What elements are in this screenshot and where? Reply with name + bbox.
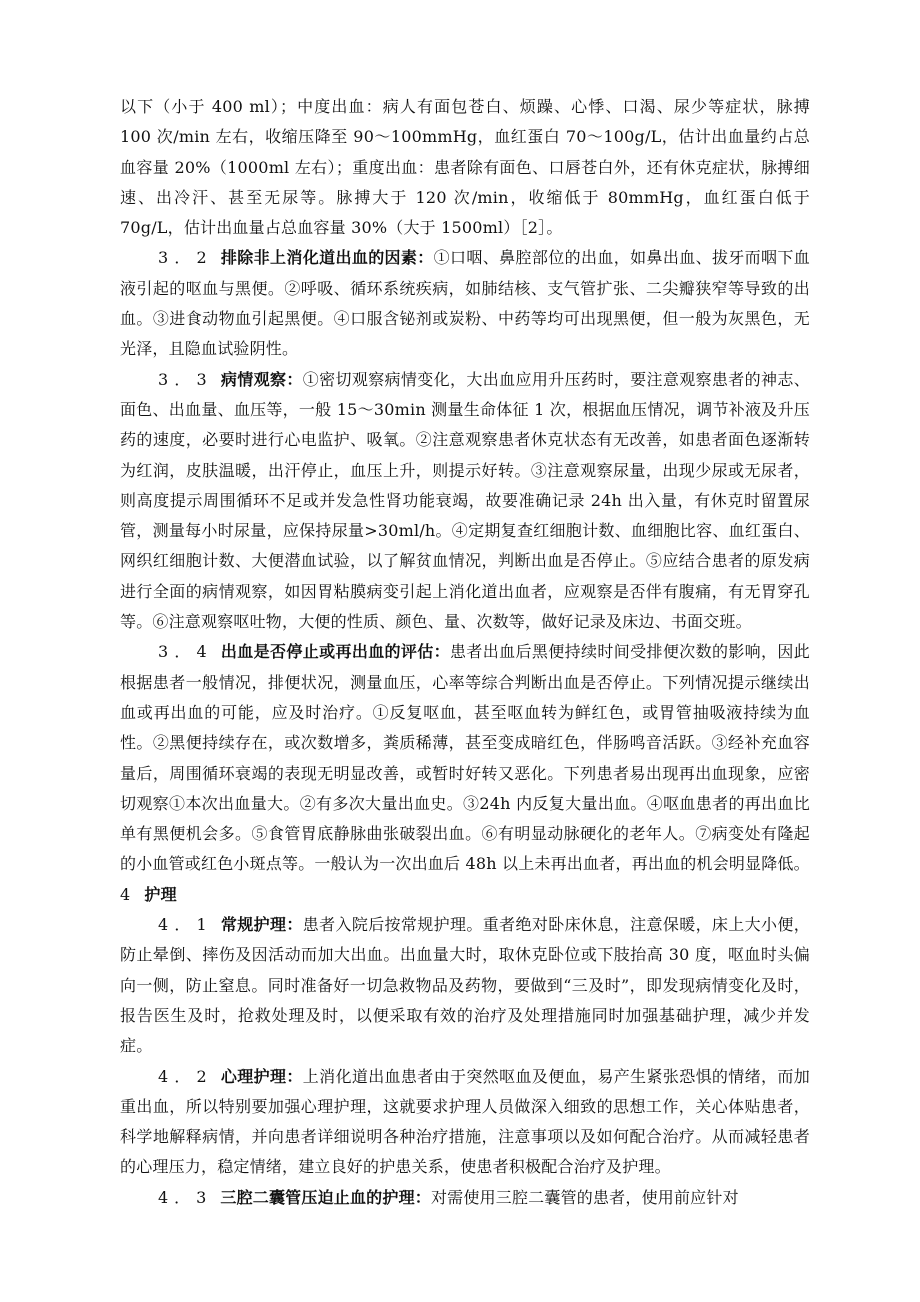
section-title: 三腔二囊管压迫止血的护理： [220,1187,431,1207]
section-number: 3．2 [158,248,213,268]
section-number: 4．2 [158,1066,213,1086]
section-4-2 [120,1062,810,1183]
section-title: 病情观察： [220,369,303,389]
section-body: 患者入院后按常规护理。重者绝对卧床休息，注意保暖，床上大小便，防止晕倒、摔伤及因活动而加大出血。出血量大时，取休克卧位或下肢抬高 30 度，呕血时头偏向一侧，防止窒息。同时准备好一切急救物品及药物，要做到“三及时”，即发现病情变化及时，报告医生及时，抢救处理及时，以便采取有效的治疗及处理措施同时加强基础护理，减少并发症。 [120,915,810,1056]
section-3-2 [120,243,810,364]
section-number: 3．3 [158,369,213,389]
intro-text: 以下（小于 400 ml）；中度出血：病人有面包苍白、烦躁、心悸、口渴、尿少等症状，脉搏 100 次/min 左右，收缩压降至 90～100mmHg，血红蛋白 70～100g/L，估计出血量约占总血容量 20%（1000ml 左右）；重度出血：患者除有面色、口唇苍白外，还有休克症状，脉搏细速、出冷汗、甚至无尿等。脉搏大于 120 次/min，收缩低于 80mmHg，血红蛋白低于 70g/L，估计出血量占总血容量 30%（大于 1500ml）［2］。 [120,97,810,238]
section-title: 排除非上消化道出血的因素： [220,248,434,268]
document-body [120,92,810,1213]
section-4-3 [120,1183,810,1213]
section-4-1 [120,910,810,1061]
section-body: ①口咽、鼻腔部位的出血，如鼻出血、拔牙而咽下血液引起的呕血与黑便。②呼吸、循环系统疾病，如肺结核、支气管扩张、二尖瓣狭窄等导致的出血。③进食动物血引起黑便。④口服含铋剂或炭粉、中药等均可出现黑便，但一般为灰黑色，无光泽，且隐血试验阴性。 [120,248,810,359]
section-body: 上消化道出血患者由于突然呕血及便血，易产生紧张恐惧的情绪，而加重出血，所以特别要加强心理护理，这就要求护理人员做深入细致的思想工作，关心体贴患者，科学地解释病情，并向患者详细说明各种治疗措施，注意事项以及如何配合治疗。从而减轻患者的心理压力，稳定情绪，建立良好的护患关系，使患者积极配合治疗及护理。 [120,1066,810,1177]
section-number: 4．1 [158,915,213,935]
section-title: 心理护理： [220,1066,303,1086]
section-3-4 [120,637,810,879]
section-body: 对需使用三腔二囊管的患者，使用前应针对 [430,1187,739,1207]
section-title: 护理 [144,884,177,904]
section-title: 常规护理： [220,915,303,935]
section-3-3 [120,365,810,638]
section-number: 3．4 [158,642,213,662]
section-body: ①密切观察病情变化，大出血应用升压药时，要注意观察患者的神志、面色、出血量、血压等，一般 15～30min 测量生命体征 1 次，根据血压情况，调节补液及升压药的速度，必要时进行心电监护、吸氧。②注意观察患者休克状态有无改善，如患者面色逐渐转为红润，皮肤温暖，出汗停止，血压上升，则提示好转。③注意观察尿量，出现少尿或无尿者，则高度提示周围循环不足或并发急性肾功能衰竭，故要准确记录 24h 出入量，有休克时留置尿管，测量每小时尿量，应保持尿量>30ml/h。④定期复查红细胞计数、血细胞比容、血红蛋白、网织红细胞计数、大便潜血试验，以了解贫血情况，判断出血是否停止。⑤应结合患者的原发病进行全面的病情观察，如因胃粘膜病变引起上消化道出血者，应观察是否伴有腹痛，有无胃穿孔等。⑥注意观察呕吐物，大便的性质、颜色、量、次数等，做好记录及床边、书面交班。 [120,369,810,632]
section-number: 4．3 [158,1187,213,1207]
section-body: 患者出血后黑便持续时间受排便次数的影响，因此根据患者一般情况，排便状况，测量血压，心率等综合判断出血是否停止。下列情况提示继续出血或再出血的可能，应及时治疗。①反复呕血，甚至呕血转为鲜红色，或胃管抽吸液持续为血性。②黑便持续存在，或次数增多，粪质稀薄，甚至变成暗红色，伴肠鸣音活跃。③经补充血容量后，周围循环衰竭的表现无明显改善，或暂时好转又恶化。下列患者易出现再出血现象，应密切观察①本次出血量大。②有多次大量出血史。③24h 内反复大量出血。④呕血患者的再出血比单有黑便机会多。⑤食管胃底静脉曲张破裂出血。⑥有明显动脉硬化的老年人。⑦病变处有隆起的小血管或红色小斑点等。一般认为一次出血后 48h 以上未再出血者，再出血的机会明显降低。 [120,642,810,874]
section-4-heading [120,880,810,910]
paragraph-intro [120,92,810,243]
section-title: 出血是否停止或再出血的评估： [220,642,451,662]
section-number: 4 [120,884,131,904]
